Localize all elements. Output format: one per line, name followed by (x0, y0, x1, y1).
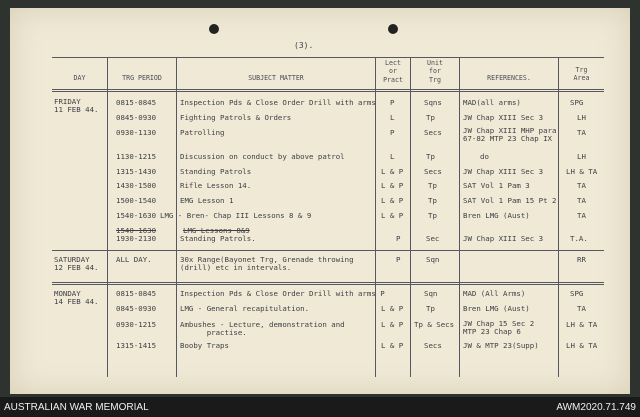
subject-matter: 30x Range(Bayonet Trg, Grenade throwing (drill) etc in intervals. (180, 255, 354, 273)
subject-matter: LMG - General recapitulation. (180, 304, 310, 313)
header-unit-for-trg: Unit for Trg (427, 59, 443, 84)
lect-or-pract: L & P (381, 181, 404, 190)
references: JW Chap XIII Sec 3 (463, 113, 544, 122)
day-separator-rule (52, 282, 604, 283)
unit-for-trg: Tp (426, 304, 435, 313)
header-bottom-rule-2 (52, 91, 604, 92)
subject-matter: Fighting Patrols & Orders (180, 113, 292, 122)
trg-area: LH & TA (566, 167, 598, 176)
trg-period: 0815-0845 (116, 289, 157, 298)
trg-period: 1315-1430 (116, 167, 157, 176)
trg-period: 0815-0845 (116, 98, 157, 107)
subject-matter: Rifle Lesson 14. (180, 181, 252, 190)
lect-or-pract: L (390, 152, 395, 161)
lect-or-pract: L & P (381, 320, 404, 329)
lect-or-pract: L & P (381, 167, 404, 176)
subject-matter: LMG - Bren- Chap III Lessons 8 & 9 (160, 211, 312, 220)
subject-matter: Inspection Pds & Close Order Drill with arms P (180, 289, 385, 298)
footer-institution: AUSTRALIAN WAR MEMORIAL (4, 402, 149, 413)
day-separator-rule (52, 250, 604, 251)
lect-or-pract: P (396, 234, 401, 243)
column-rule (459, 57, 460, 377)
lect-or-pract: P (396, 255, 401, 264)
trg-period: 1930-2130 (116, 234, 157, 243)
references: MAD (All Arms) (463, 289, 526, 298)
lect-or-pract: L & P (381, 341, 404, 350)
trg-area: SPG (570, 98, 584, 107)
subject-matter: Standing Patrols (180, 167, 252, 176)
trg-area: TA (577, 211, 586, 220)
lect-or-pract: L & P (381, 196, 404, 205)
column-rule (410, 57, 411, 377)
day-label: FRIDAY 11 FEB 44. (54, 97, 99, 115)
trg-period: 1540-1630 (116, 211, 157, 220)
lect-or-pract: L & P (381, 304, 404, 313)
references: Bren LMG (Aust) (463, 211, 530, 220)
struck-period: 1540-1630 (116, 226, 157, 235)
trg-area: TA (577, 196, 586, 205)
trg-area: TA (577, 181, 586, 190)
subject-matter: EMG Lesson 1 (180, 196, 234, 205)
subject-matter: Booby Traps (180, 341, 229, 350)
trg-area: SPG (570, 289, 584, 298)
trg-area: LH & TA (566, 341, 598, 350)
header-day: DAY (73, 74, 86, 82)
subject-matter: Inspection Pds & Close Order Drill with arms (180, 98, 376, 107)
lect-or-pract: P (390, 128, 395, 137)
unit-for-trg: Sqn (426, 255, 440, 264)
unit-for-trg: Secs (424, 128, 442, 137)
column-rule (107, 57, 108, 377)
lect-or-pract: P (390, 98, 395, 107)
unit-for-trg: Tp (428, 211, 437, 220)
unit-for-trg: Tp (426, 152, 435, 161)
trg-period: 0845-0930 (116, 113, 157, 122)
lect-or-pract: L & P (381, 211, 404, 220)
trg-period: 1430-1500 (116, 181, 157, 190)
trg-period: 0845-0930 (116, 304, 157, 313)
page-number: (3). (294, 41, 314, 50)
trg-area: TA (577, 128, 586, 137)
trg-area: LH (577, 152, 586, 161)
column-rule (558, 57, 559, 377)
unit-for-trg: Tp (426, 113, 435, 122)
trg-period: 0930-1130 (116, 128, 157, 137)
trg-area: LH (577, 113, 586, 122)
trg-area: T.A. (570, 234, 588, 243)
trg-period: 0930-1215 (116, 320, 157, 329)
references: MAD(all arms) (463, 98, 521, 107)
header-trg-period: TRG PERIOD (122, 74, 162, 82)
unit-for-trg: Secs (424, 341, 442, 350)
references: SAT Vol 1 Pam 15 Pt 2 (463, 196, 557, 205)
header-subject-matter: SUBJECT MATTER (248, 74, 304, 82)
header-lect-or-pract: Lect or Pract (383, 59, 403, 84)
references: do (480, 152, 489, 161)
header-bottom-rule (52, 89, 604, 90)
day-separator-rule (52, 284, 604, 285)
subject-matter: Ambushes - Lecture, demonstration and practise. (180, 320, 345, 338)
references: JW Chap 15 Sec 2 MTP 23 Chap 6 (463, 319, 535, 337)
day-label: MONDAY 14 FEB 44. (54, 289, 99, 307)
trg-period: 1315-1415 (116, 341, 157, 350)
trg-area: TA (577, 304, 586, 313)
header-top-rule (52, 57, 604, 58)
trg-period: ALL DAY. (116, 255, 152, 264)
punch-hole-right (388, 24, 398, 34)
unit-for-trg: Tp (428, 196, 437, 205)
unit-for-trg: Secs (424, 167, 442, 176)
archive-footer (0, 397, 640, 417)
subject-matter: Patrolling (180, 128, 225, 137)
struck-subject: LMG Lessons 8&9 (183, 226, 250, 235)
header-trg-area: Trg Area (573, 66, 590, 83)
unit-for-trg: Tp & Secs (414, 320, 455, 329)
trg-area: LH & TA (566, 320, 598, 329)
unit-for-trg: Tp (428, 181, 437, 190)
punch-hole-left (209, 24, 219, 34)
references: JW & MTP 23(Supp) (463, 341, 539, 350)
references: SAT Vol 1 Pam 3 (463, 181, 530, 190)
references: JW Chap XIII Sec 3 (463, 234, 544, 243)
trg-area: RR (577, 255, 586, 264)
unit-for-trg: Sqns (424, 98, 442, 107)
subject-matter: Discussion on conduct by above patrol (180, 152, 345, 161)
day-label: SATURDAY 12 FEB 44. (54, 255, 99, 273)
unit-for-trg: Sec (426, 234, 440, 243)
footer-accession-number: AWM2020.71.749 (556, 402, 636, 413)
subject-matter: Standing Patrols. (180, 234, 256, 243)
header-references: REFERENCES. (487, 74, 531, 82)
references: Bren LMG (Aust) (463, 304, 530, 313)
unit-for-trg: Sqn (424, 289, 438, 298)
references: JW Chap XIII MHP para 67-82 MTP 23 Chap IX (463, 126, 557, 144)
lect-or-pract: L (390, 113, 395, 122)
trg-period: 1130-1215 (116, 152, 157, 161)
references: JW Chap XIII Sec 3 (463, 167, 544, 176)
trg-period: 1500-1540 (116, 196, 157, 205)
